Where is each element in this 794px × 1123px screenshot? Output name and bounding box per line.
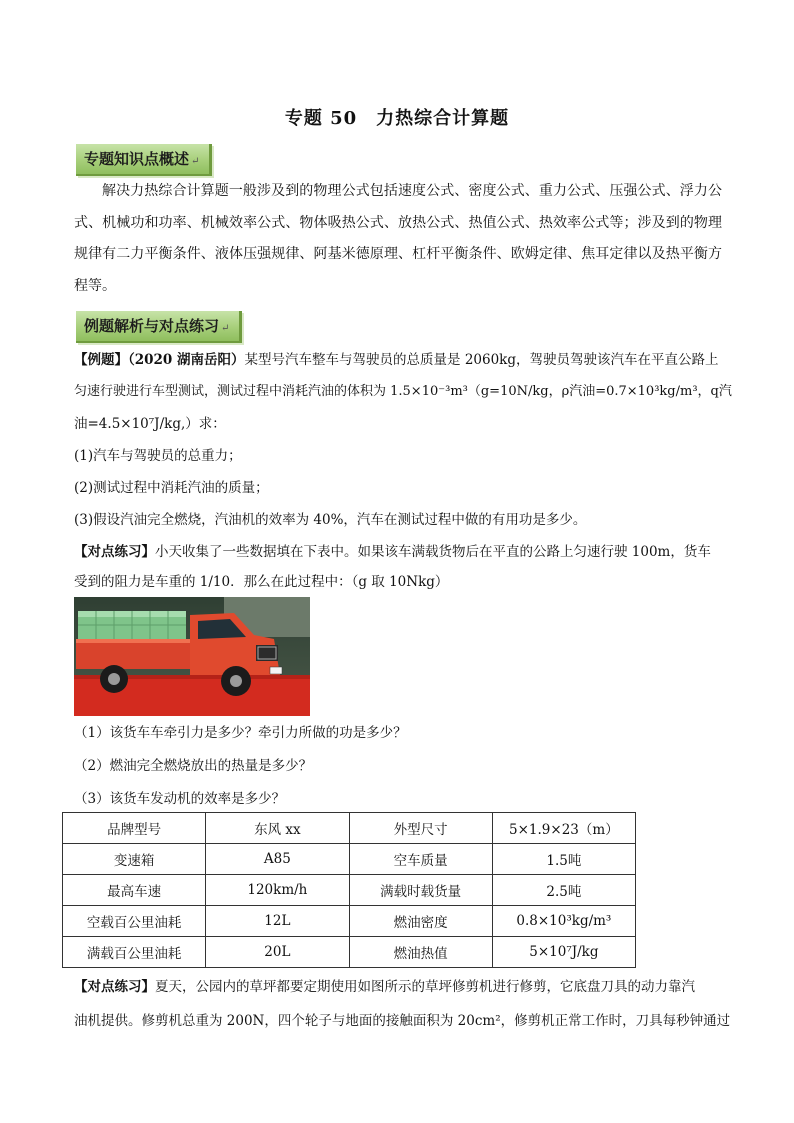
truck-illustration bbox=[74, 597, 310, 716]
practice2-text: 夏天，公园内的草坪都要定期使用如图所示的草坪修剪机进行修剪，它底盘刀具的动力靠汽 bbox=[155, 979, 695, 995]
truck-spec-table bbox=[62, 812, 636, 968]
example-source: （2020 湖南岳阳） bbox=[128, 352, 245, 368]
practice-tag: 【对点练习】 bbox=[74, 979, 155, 995]
page-title: 专题 50 力热综合计算题 bbox=[284, 108, 510, 129]
table-value-cell: 5×10⁷J/kg bbox=[492, 937, 635, 968]
table-row bbox=[63, 875, 636, 906]
table-value-cell: 5×1.9×23（m） bbox=[492, 813, 635, 844]
practice1-line-1 bbox=[74, 542, 734, 562]
table-value-cell: A85 bbox=[206, 844, 349, 875]
return-mark-icon: ↵ bbox=[221, 323, 230, 334]
table-value-cell: 东风 xx bbox=[206, 813, 349, 844]
table-header-cell: 燃油密度 bbox=[349, 906, 492, 937]
section-banner-overview bbox=[76, 144, 212, 176]
practice1-line-2: 受到的阻力是车重的 1/10．那么在此过程中：（g 取 10Nkg） bbox=[74, 574, 449, 590]
section-banner-label: 例题解析与对点练习 bbox=[84, 317, 220, 335]
table-header-cell: 品牌型号 bbox=[63, 813, 206, 844]
example-line-3: 油=4.5×10⁷J/kg,）求： bbox=[74, 416, 226, 432]
practice1-question-2: （2）燃油完全燃烧放出的热量是多少？ bbox=[74, 758, 313, 774]
table-value-cell: 1.5吨 bbox=[492, 844, 635, 875]
example-question-3: (3)假设汽油完全燃烧，汽油机的效率为 40%，汽车在测试过程中做的有用功是多少。 bbox=[74, 512, 587, 528]
table-header-cell: 最高车速 bbox=[63, 875, 206, 906]
example-question-1: (1)汽车与驾驶员的总重力； bbox=[74, 448, 242, 464]
section-banner-label: 专题知识点概述 bbox=[84, 150, 190, 168]
practice2-line-1 bbox=[74, 977, 734, 997]
section-banner-examples bbox=[76, 311, 242, 343]
table-value-cell: 12L bbox=[206, 906, 349, 937]
table-header-cell: 满载时载货量 bbox=[349, 875, 492, 906]
table-header-cell: 外型尺寸 bbox=[349, 813, 492, 844]
table-header-cell: 空载百公里油耗 bbox=[63, 906, 206, 937]
overview-paragraph: 解决力热综合计算题一般涉及到的物理公式包括速度公式、密度公式、重力公式、压强公式、浮力公式、机械功和功率、机械效率公式、物体吸热公式、放热公式、热值公式、热效率公式等；涉及到的物理规律有二力平衡条件、液体压强规律、阿基米德原理、杠杆平衡条件、欧姆定律、焦耳定律以及热平衡方程等。 bbox=[74, 183, 722, 294]
practice2-line-2: 油机提供。修剪机总重为 200N，四个轮子与地面的接触面积为 20cm²，修剪机正常工作时，刀具每秒钟通过 bbox=[74, 1013, 731, 1029]
practice1-question-1: （1）该货车车牵引力是多少？牵引力所做的功是多少？ bbox=[74, 725, 407, 741]
table-row bbox=[63, 906, 636, 937]
practice1-text: 小天收集了一些数据填在下表中。如果该车满载货物后在平直的公路上匀速行驶 100m，货车 bbox=[155, 544, 711, 560]
table-header-cell: 燃油热值 bbox=[349, 937, 492, 968]
table-value-cell: 120km/h bbox=[206, 875, 349, 906]
example-line-1 bbox=[74, 350, 734, 370]
return-mark-icon: ↵ bbox=[191, 156, 200, 167]
example-tag: 【例题】 bbox=[74, 352, 128, 368]
table-header-cell: 变速箱 bbox=[63, 844, 206, 875]
example-question-2: (2)测试过程中消耗汽油的质量； bbox=[74, 480, 269, 496]
table-value-cell: 2.5吨 bbox=[492, 875, 635, 906]
table-row bbox=[63, 937, 636, 968]
table-row bbox=[63, 813, 636, 844]
table-value-cell: 0.8×10³kg/m³ bbox=[492, 906, 635, 937]
example-line-2: 匀速行驶进行车型测试，测试过程中消耗汽油的体积为 1.5×10⁻³m³（g=10N/kg，ρ汽油=0.7×10³kg/m³，q汽 bbox=[74, 384, 732, 399]
table-header-cell: 空车质量 bbox=[349, 844, 492, 875]
table-row bbox=[63, 844, 636, 875]
table-header-cell: 满载百公里油耗 bbox=[63, 937, 206, 968]
practice1-question-3: （3）该货车发动机的效率是多少？ bbox=[74, 791, 286, 807]
truck-photo bbox=[74, 597, 310, 716]
table-value-cell: 20L bbox=[206, 937, 349, 968]
practice-tag: 【对点练习】 bbox=[74, 544, 155, 560]
example-text: 某型号汽车整车与驾驶员的总质量是 2060kg，驾驶员驾驶该汽车在平直公路上 bbox=[244, 352, 719, 368]
